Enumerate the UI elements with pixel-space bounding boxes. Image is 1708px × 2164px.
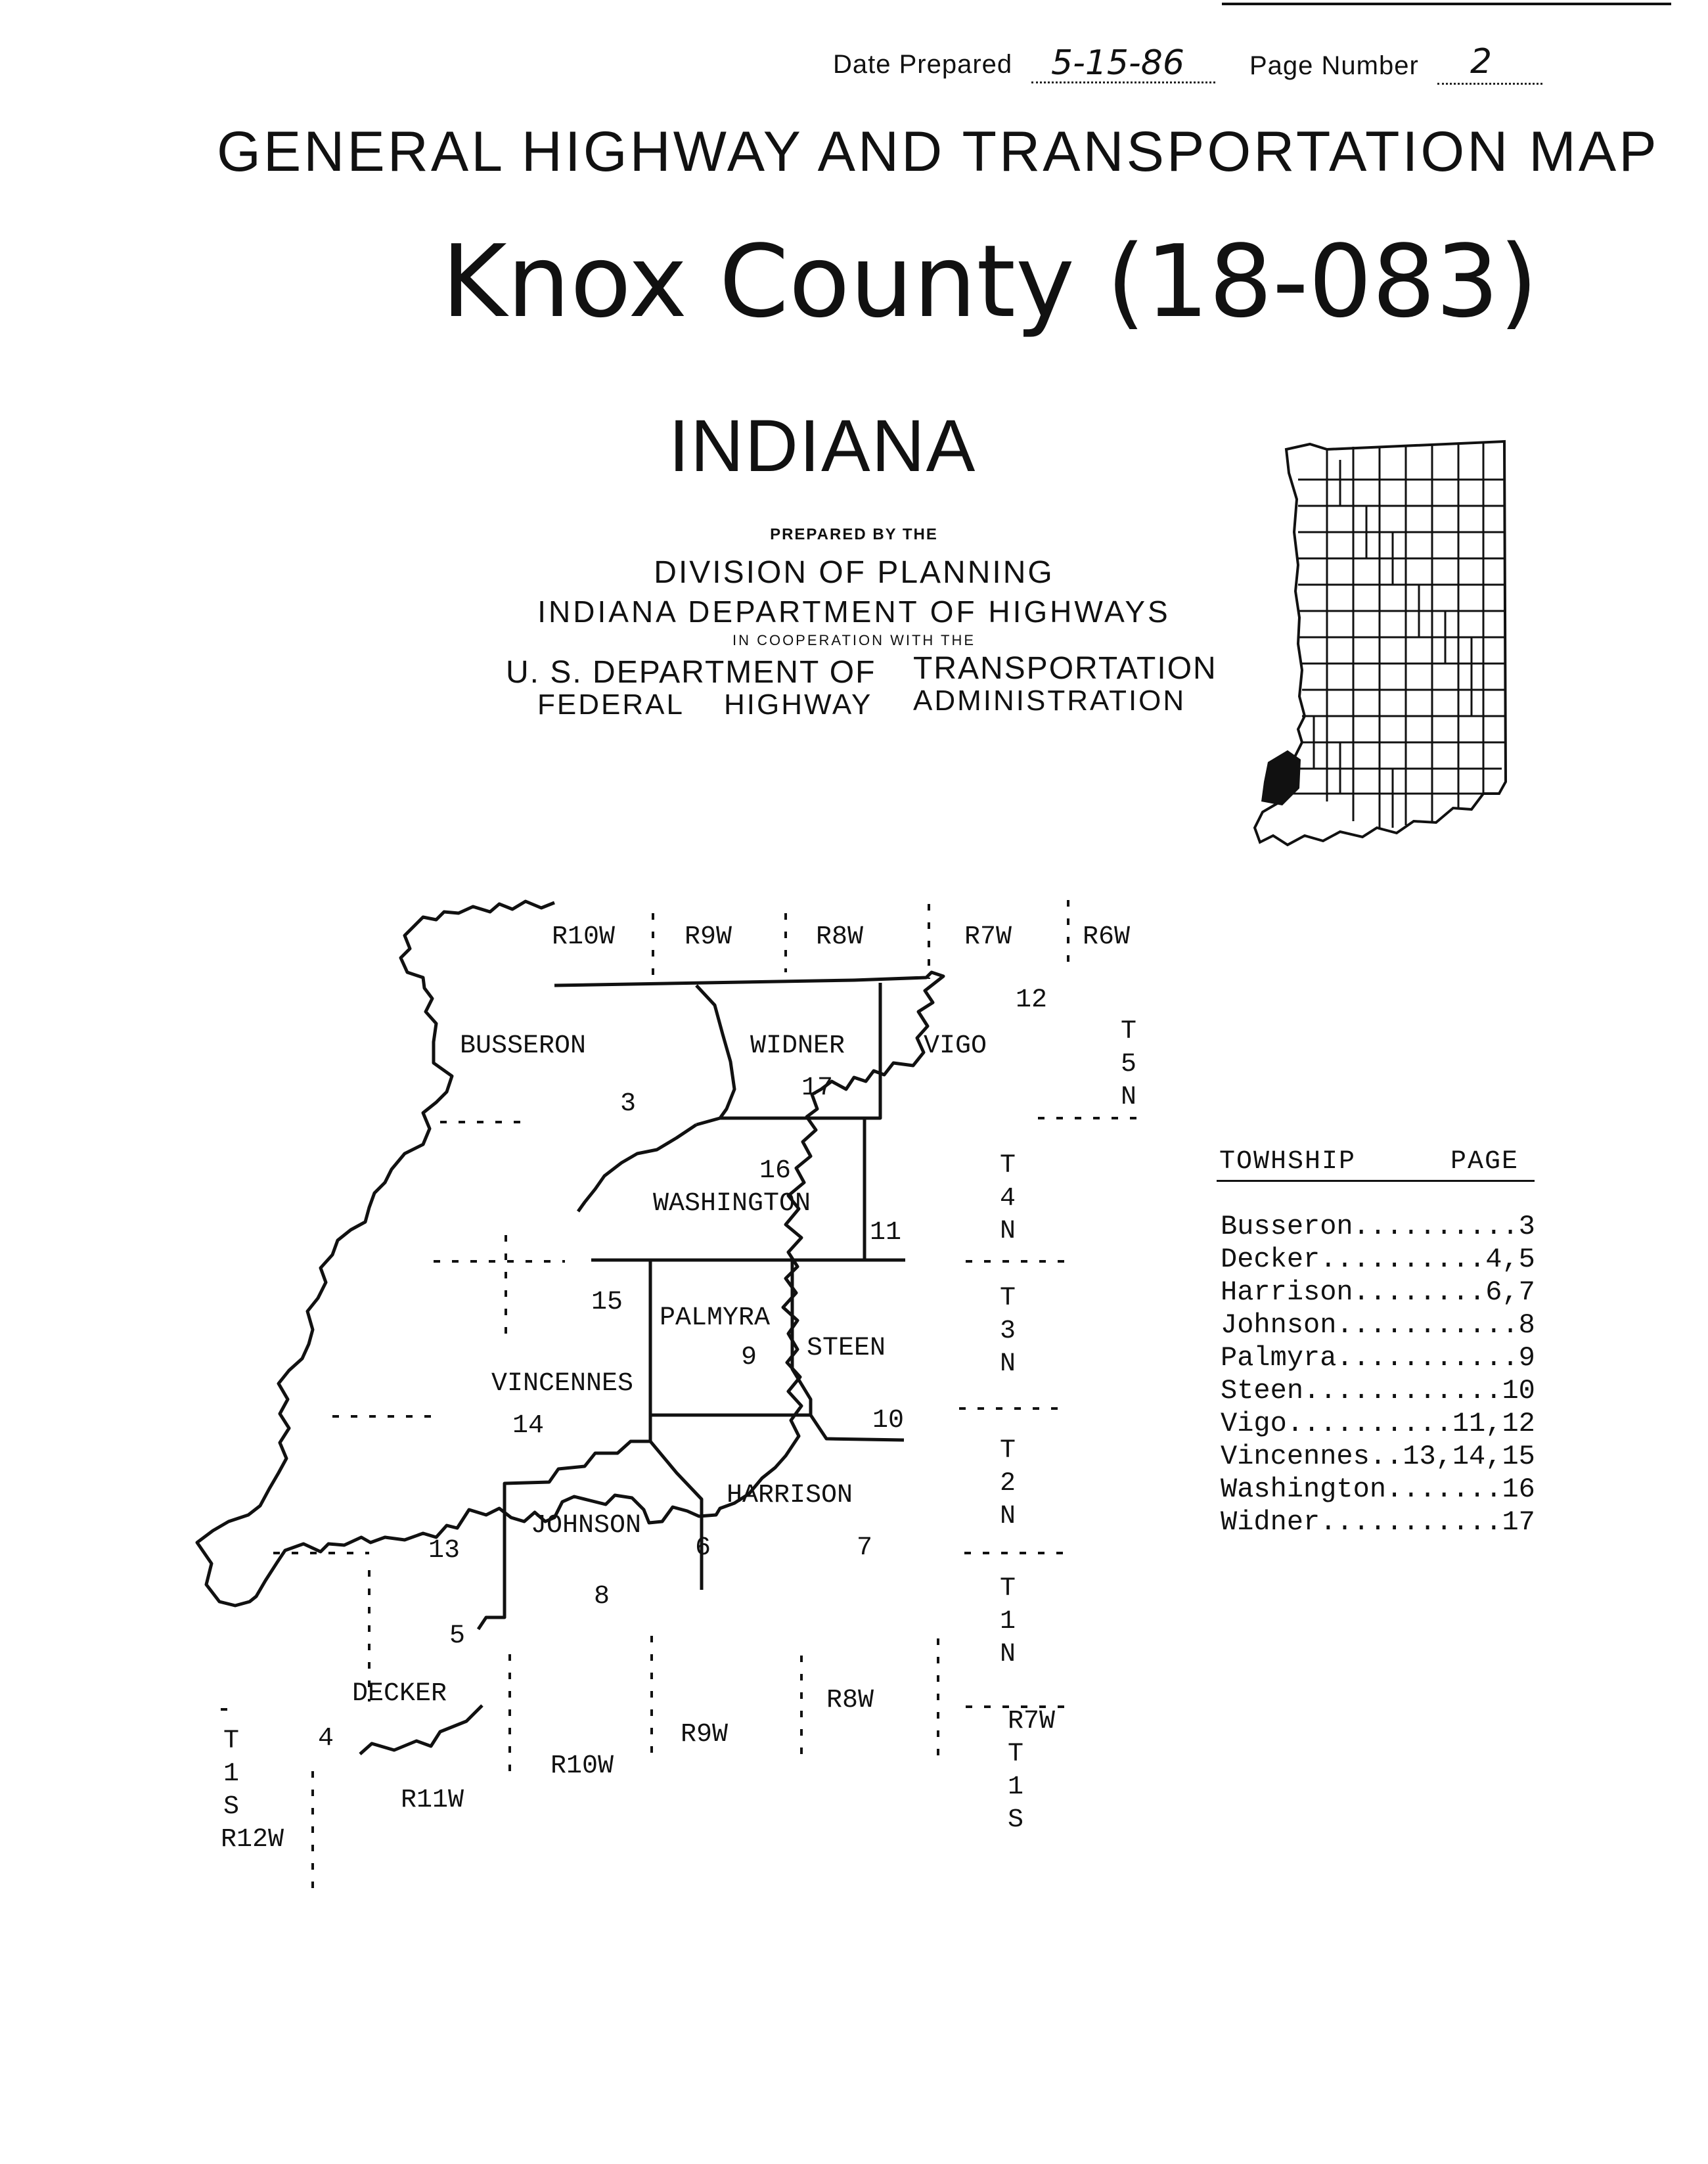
legend-row: Decker..........4,5	[1221, 1244, 1535, 1275]
tier-t1s-right-t: T	[1008, 1740, 1024, 1769]
tier-t1n-dir: N	[1000, 1640, 1016, 1669]
tier-t5n-dir: N	[1121, 1083, 1137, 1112]
range-bottom-r10w: R10W	[551, 1751, 614, 1781]
tier-t4n-n: 4	[1000, 1184, 1016, 1213]
township-busseron-page: 3	[620, 1089, 637, 1119]
township-johnson: JOHNSON	[531, 1511, 642, 1541]
legend-row: Harrison........6,7	[1221, 1276, 1535, 1308]
tier-t3n-dir: N	[1000, 1349, 1016, 1379]
township-busseron: BUSSERON	[460, 1031, 587, 1061]
tier-t4n-t: T	[1000, 1151, 1016, 1181]
range-labels-bottom	[221, 1686, 1055, 1855]
township-widner: WIDNER	[750, 1031, 845, 1061]
tier-t3n-n: 3	[1000, 1317, 1016, 1346]
page-number-label: Page Number	[1249, 51, 1419, 80]
range-top-r7w: R7W	[964, 922, 1012, 952]
legend-list	[1221, 1210, 1535, 1539]
tier-labels	[223, 1017, 1136, 1835]
township-decker-page-4: 4	[318, 1724, 334, 1753]
range-bottom-r12w: R12W	[221, 1825, 284, 1855]
state-title: INDIANA	[669, 405, 977, 487]
tier-t1s-left-n: 1	[223, 1759, 240, 1789]
township-steen: STEEN	[807, 1334, 886, 1363]
range-bottom-r7w: R7W	[1008, 1707, 1056, 1736]
tier-t1s-right-n: 1	[1008, 1772, 1024, 1802]
township-harrison-page-6: 6	[695, 1533, 711, 1563]
tier-t1s-left-t: T	[223, 1726, 240, 1756]
legend-row: Vincennes..13,14,15	[1221, 1441, 1535, 1472]
township-palmyra: PALMYRA	[660, 1303, 771, 1333]
range-bottom-r9w: R9W	[681, 1720, 729, 1749]
township-widner-page: 17	[801, 1073, 834, 1103]
township-decker-page-5: 5	[449, 1621, 466, 1651]
tier-t4n-dir: N	[1000, 1217, 1016, 1246]
township-harrison-page-7: 7	[857, 1533, 873, 1563]
boundary-vincennes-johnson	[505, 1415, 650, 1589]
tier-t1n-t: T	[1000, 1574, 1016, 1604]
tier-t1s-right-dir: S	[1008, 1805, 1024, 1835]
township-steen-page: 10	[872, 1406, 905, 1435]
map-title: GENERAL HIGHWAY AND TRANSPORTATION MAP	[217, 120, 1659, 183]
indiana-locator-map	[1242, 434, 1517, 847]
range-bottom-r11w: R11W	[401, 1786, 464, 1815]
page-number-value: 2	[1470, 42, 1493, 81]
township-vigo-page: 12	[1016, 985, 1048, 1015]
legend-row: Washington.......16	[1221, 1474, 1535, 1505]
legend-row: Widner...........17	[1221, 1506, 1535, 1538]
township-vincennes-page-15: 15	[591, 1288, 623, 1317]
township-vincennes: VINCENNES	[491, 1369, 634, 1399]
credit-usdot-left: U. S. DEPARTMENT OF	[506, 655, 876, 690]
credit-department: INDIANA DEPARTMENT OF HIGHWAYS	[537, 595, 1171, 629]
legend-row: Busseron..........3	[1221, 1211, 1535, 1242]
credit-fhwa-a: FEDERAL	[537, 688, 685, 721]
tier-t1s-left-dir: S	[223, 1792, 240, 1822]
township-labels	[318, 985, 1047, 1753]
legend-row: Vigo..........11,12	[1221, 1408, 1535, 1439]
boundary-decker-wiggle	[360, 1705, 482, 1754]
tier-t3n-t: T	[1000, 1284, 1016, 1313]
township-johnson-page: 8	[594, 1582, 610, 1612]
range-bottom-r8w: R8W	[826, 1686, 874, 1715]
tier-t5n-t: T	[1121, 1017, 1137, 1047]
credit-division: DIVISION OF PLANNING	[654, 555, 1054, 590]
range-top-r8w: R8W	[816, 922, 864, 952]
tier-t5n-n: 5	[1121, 1050, 1137, 1079]
legend-row: Johnson...........8	[1221, 1309, 1535, 1341]
top-rule	[1222, 3, 1671, 5]
boundary-busseron-widner	[696, 985, 734, 1125]
knox-township-map	[197, 880, 1137, 1892]
range-labels-top	[552, 922, 1130, 952]
range-top-r10w: R10W	[552, 922, 616, 952]
township-vincennes-page-13: 13	[428, 1536, 461, 1566]
date-prepared-label: Date Prepared	[833, 50, 1013, 79]
legend-header-rule	[1217, 1180, 1535, 1182]
credit-prepared-by: PREPARED BY THE	[770, 526, 938, 543]
township-vincennes-page-14: 14	[512, 1411, 545, 1441]
tier-t2n-dir: N	[1000, 1502, 1016, 1531]
township-washington-page: 16	[759, 1156, 792, 1186]
tier-t1n-n: 1	[1000, 1607, 1016, 1636]
township-washington: WASHINGTON	[653, 1189, 811, 1219]
township-harrison: HARRISON	[727, 1481, 853, 1510]
range-top-r6w: R6W	[1083, 922, 1131, 952]
credit-cooperation: IN COOPERATION WITH THE	[732, 632, 976, 648]
legend-row: Palmyra...........9	[1221, 1342, 1535, 1374]
knox-county-highlight	[1261, 750, 1301, 805]
township-vigo-page-11: 11	[870, 1218, 902, 1248]
township-palmyra-page: 9	[741, 1343, 757, 1372]
credit-usdot-right: TRANSPORTATION	[913, 651, 1217, 686]
credit-fhwa-c: ADMINISTRATION	[913, 685, 1186, 717]
township-decker: DECKER	[352, 1679, 447, 1709]
legend-header-page: PAGE	[1450, 1147, 1519, 1177]
range-top-r9w: R9W	[685, 922, 732, 952]
tier-t2n-n: 2	[1000, 1469, 1016, 1499]
county-title: Knox County (18-083)	[441, 223, 1539, 340]
tier-t2n-t: T	[1000, 1436, 1016, 1466]
credit-fhwa-b: HIGHWAY	[724, 688, 873, 721]
township-vigo: VIGO	[924, 1031, 987, 1061]
boundary-decker-line	[478, 1589, 505, 1629]
date-prepared-value: 5-15-86	[1051, 43, 1184, 83]
legend-header-township: TOWHSHIP	[1219, 1147, 1357, 1177]
legend-row: Steen............10	[1221, 1375, 1535, 1407]
